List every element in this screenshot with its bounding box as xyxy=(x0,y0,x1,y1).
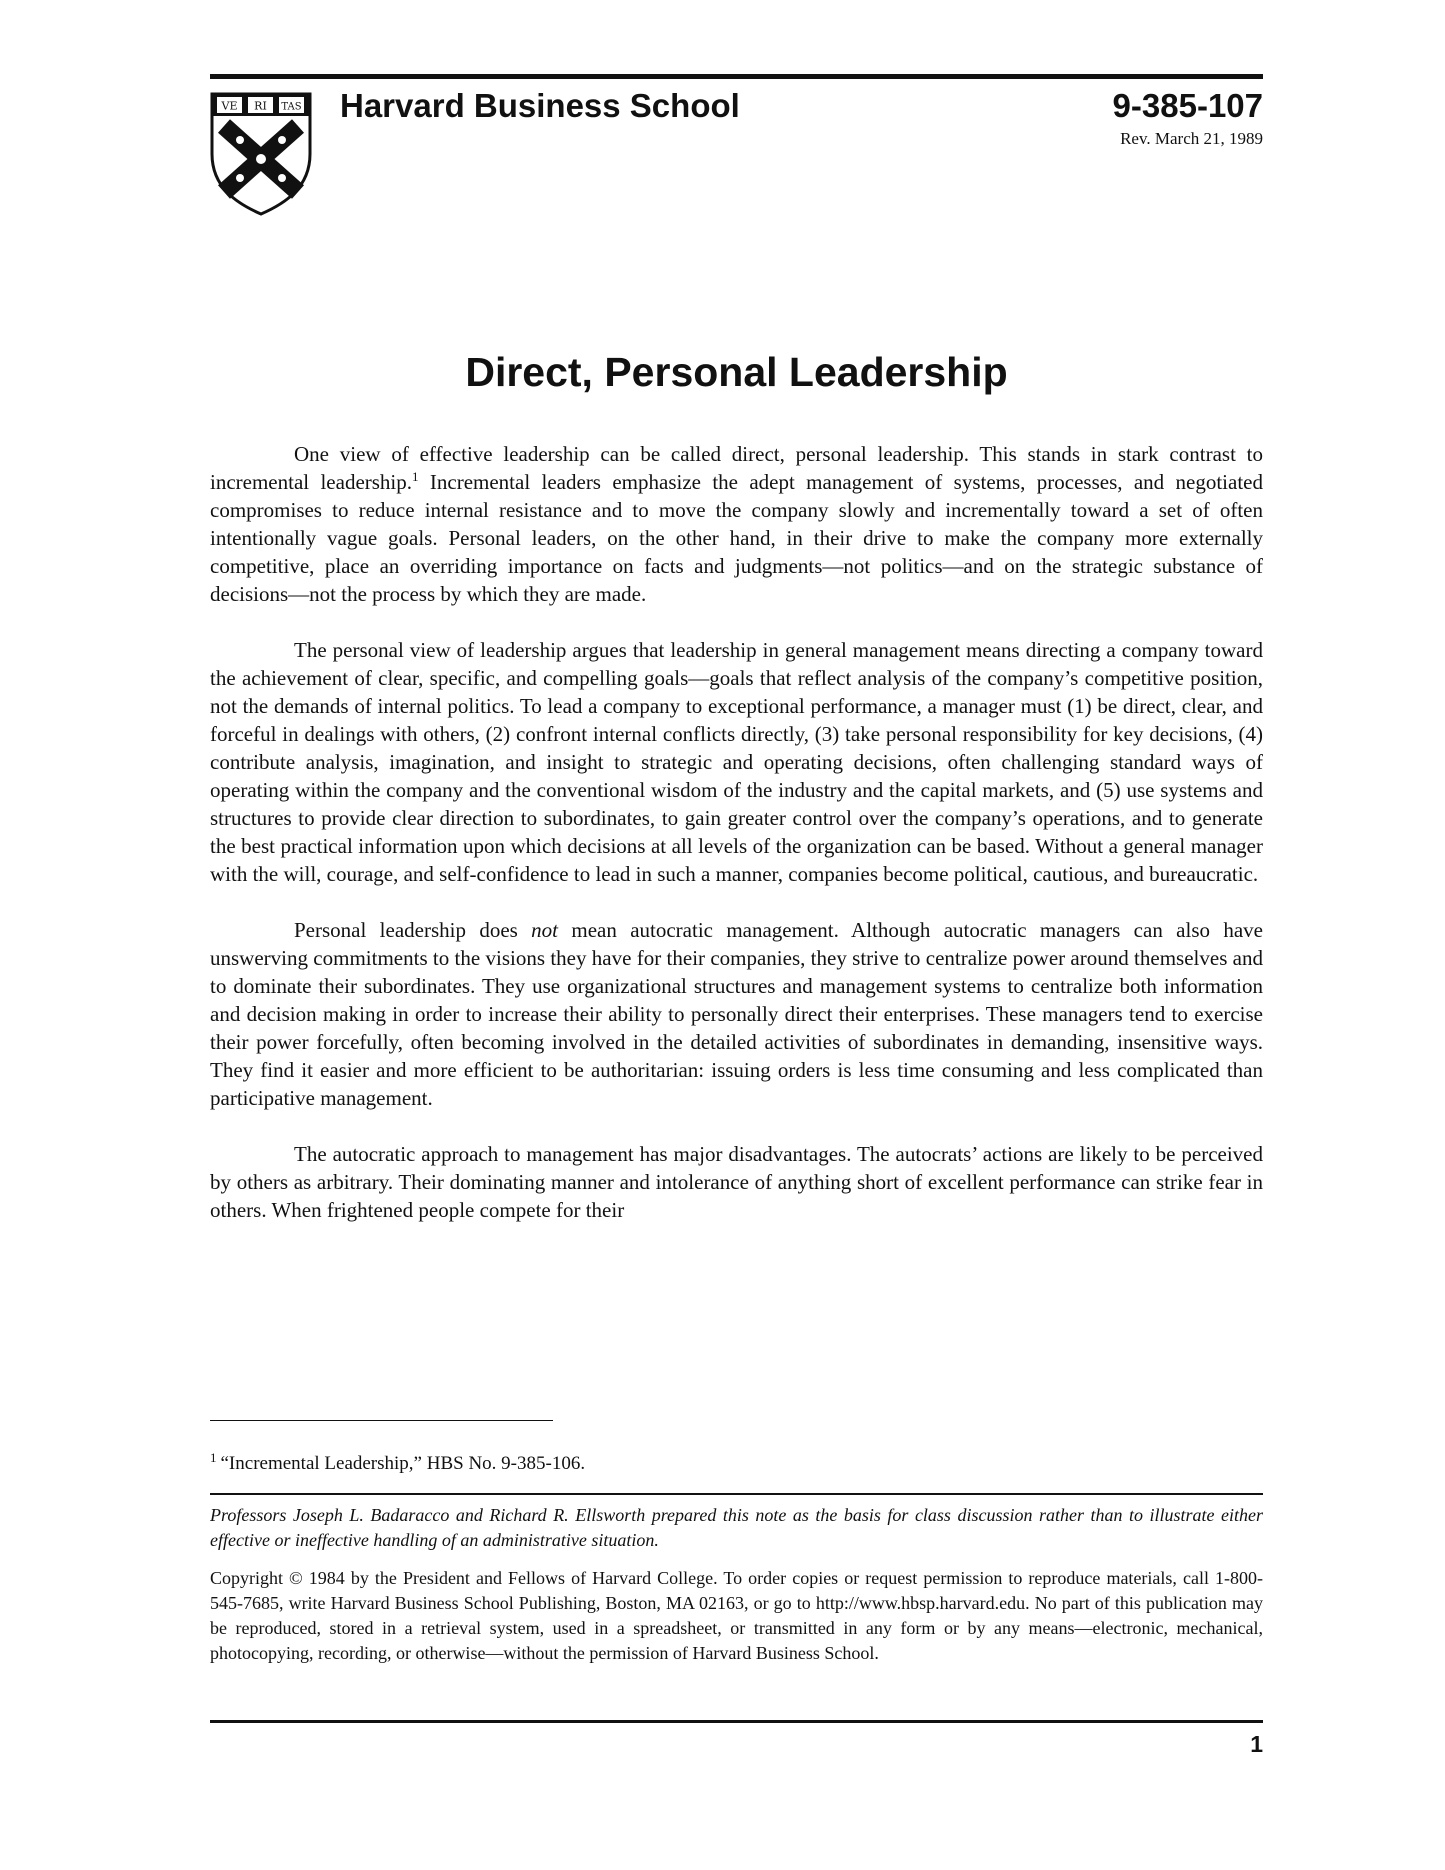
paragraph-1-text-end: Incremental leaders emphasize the adept management of systems, processes, and negotiated compromises to reduce internal resistance and to move the company slowly and incrementally toward a set of often intentionally vague goals. Personal leaders, on the other hand, in their drive to make the company more externally competitive, place an overriding importance on facts and judgments—not politics—and on the strategic substance of decisions—not the process by which they are made. xyxy=(210,470,1263,606)
header-rule xyxy=(210,74,1263,79)
footer-rule xyxy=(210,1720,1263,1723)
footnote xyxy=(210,1449,586,1475)
revision-date: Rev. March 21, 1989 xyxy=(1120,129,1263,148)
svg-text:RI: RI xyxy=(254,99,267,113)
body-text xyxy=(210,440,1263,1252)
footnote-reference[interactable]: 1 xyxy=(412,469,419,484)
svg-text:TAS: TAS xyxy=(281,101,302,113)
authors-divider xyxy=(210,1493,1263,1495)
copyright-notice: Copyright © 1984 by the President and Fellows of Harvard College. To order copies or request permission to reproduce materials, call 1-800-545-7685, write Harvard Business School Publishing, Boston, MA 02163, or go to http://www.hbsp.harvard.edu. No part of this publication may be reproduced, stored in a retrieval system, used in a spreadsheet, or transmitted in any form or by any means—electronic, mechanical, photocopying, recording, or otherwise—without the permission of Harvard Business School. xyxy=(210,1568,1263,1663)
emphasis-not: not xyxy=(531,918,559,942)
document-title: Direct, Personal Leadership xyxy=(465,349,1008,395)
paragraph-2: The personal view of leadership argues that leadership in general management means directing a company toward the achievement of clear, specific, and compelling goals—goals that reflect analysis of the company’s competitive position, not the demands of internal politics. To lead a company to exceptional performance, a manager must (1) be direct, clear, and forceful in dealings with others, (2) confront internal conflicts directly, (3) take personal responsibility for key decisions, (4) contribute analysis, imagination, and insight to strategic and operating decisions, often challenging standard ways of operating within the company and the conventional wisdom of the industry and the capital markets, and (5) use systems and structures to provide clear direction to subordinates, to gain greater control over the company’s operations, and to generate the best practical information upon which decisions at all levels of the organization can be based. Without a general manager with the will, courage, and self-confidence to lead in such a manner, companies become political, cautious, and bureaucratic. xyxy=(210,638,1263,886)
footnote-text: “Incremental Leadership,” HBS No. 9-385-106. xyxy=(220,1453,586,1474)
hbs-crest-logo xyxy=(210,92,312,216)
school-name: Harvard Business School xyxy=(340,87,740,124)
authors-note: Professors Joseph L. Badaracco and Richard R. Ellsworth prepared this note as the basis for class discussion rather than to illustrate either effective or ineffective handling of an administrative situation. xyxy=(210,1505,1263,1550)
svg-text:VE: VE xyxy=(221,99,238,113)
paragraph-3 xyxy=(210,916,1263,1112)
paragraph-1 xyxy=(210,440,1263,608)
paragraph-3-text-start: Personal leadership does xyxy=(294,918,532,942)
paragraph-1-text-start: One view of effective leadership can be called direct, personal leadership. This stands in stark contrast to incremental leadership. xyxy=(210,442,1263,494)
paragraph-3-text-end: mean autocratic management. Although autocratic managers can also have unswerving commitments to the visions they have for their companies, they strive to centralize power around themselves and to dominate their subordinates. They use organizational structures and management systems to centralize both information and decision making in order to increase their ability to personally direct their enterprises. These managers tend to exercise their power forcefully, often becoming involved in the detailed activities of subordinates in demanding, insensitive ways. They find it easier and more efficient to be authoritarian: issuing orders is less time consuming and less complicated than participative management. xyxy=(210,918,1263,1110)
footnote-marker: 1 xyxy=(210,1449,217,1465)
document-number: 9-385-107 xyxy=(1112,87,1263,124)
footnote-divider xyxy=(210,1420,553,1421)
page-number: 1 xyxy=(1250,1731,1263,1757)
paragraph-4: The autocratic approach to management has major disadvantages. The autocrats’ actions are likely to be perceived by others as arbitrary. Their dominating manner and intolerance of anything short of excellent performance can strike fear in others. When frightened people compete for their xyxy=(210,1142,1263,1222)
